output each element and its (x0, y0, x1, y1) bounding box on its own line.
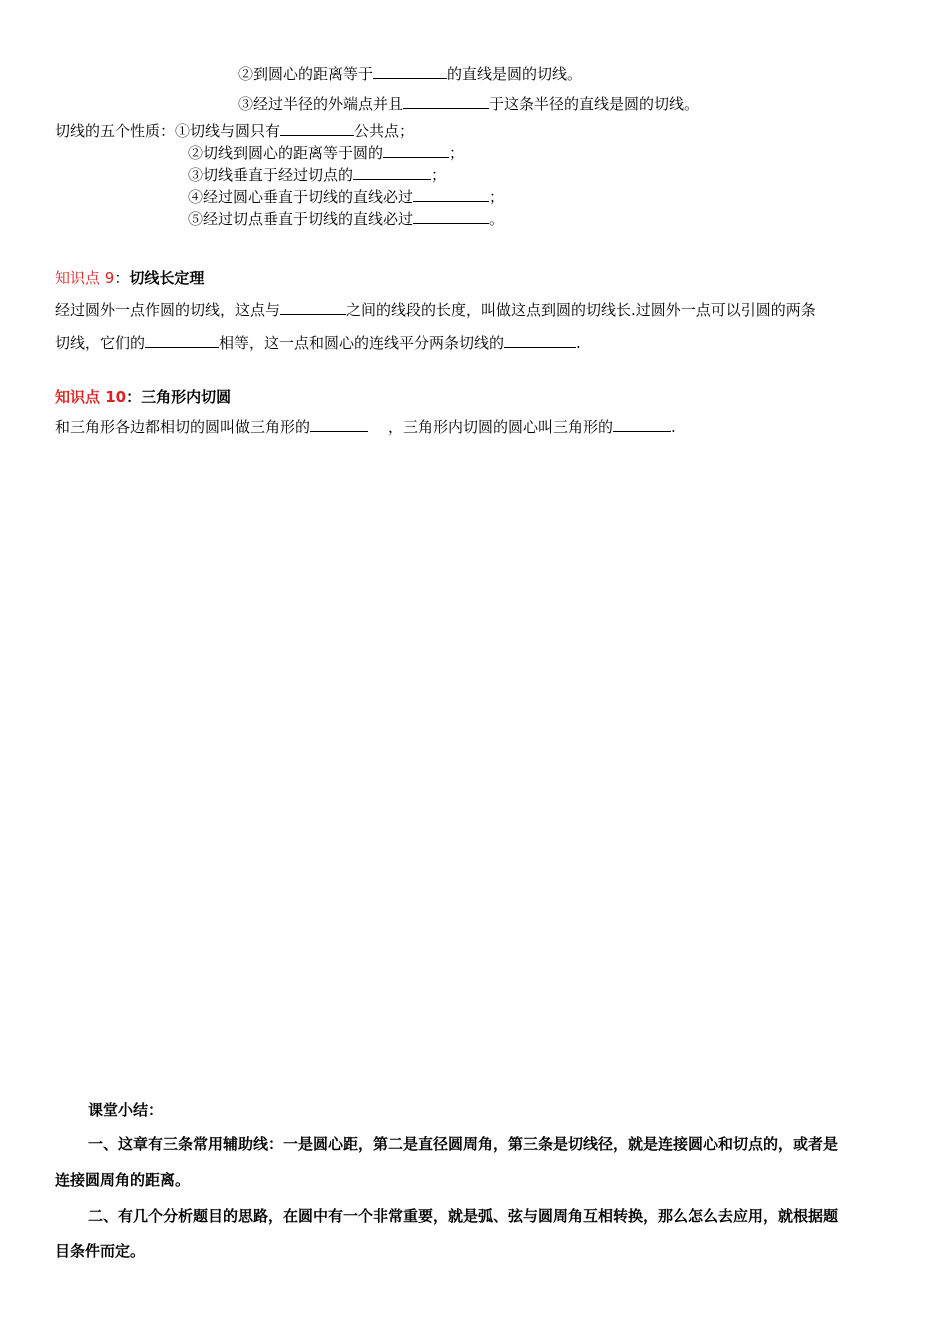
property-5-text-end: 。 (489, 210, 505, 228)
property-3 (188, 165, 446, 185)
answer-blank[interactable] (373, 64, 447, 79)
criterion-3-text-end: 于这条半径的直线是圆的切线。 (489, 95, 700, 113)
kp10-colon: ： (126, 388, 142, 406)
summary-p1-line2: 连接圆周角的距离。 (55, 1171, 191, 1189)
kp9-text: 经过圆外一点作圆的切线，这点与 (55, 301, 281, 319)
property-2-text: ②切线到圆心的距离等于圆的 (188, 144, 384, 162)
kp10-line-1 (55, 417, 676, 437)
criterion-3 (238, 94, 699, 114)
property-1 (55, 121, 414, 141)
answer-blank[interactable] (145, 333, 219, 348)
property-4 (188, 187, 504, 207)
properties-label: 切线的五个性质： (55, 122, 176, 140)
property-2-text-end: ； (449, 144, 465, 162)
answer-blank[interactable] (413, 187, 489, 202)
answer-blank[interactable] (353, 165, 431, 180)
answer-blank[interactable] (613, 417, 671, 432)
summary-p2-line1: 二、有几个分析题目的思路，在圆中有一个非常重要，就是弧、弦与圆周角互相转换，那么怎么去应用，就根据题 (88, 1207, 839, 1225)
property-1-text: ①切线与圆只有 (175, 122, 281, 140)
property-4-text: ④经过圆心垂直于切线的直线必过 (188, 188, 414, 206)
answer-blank[interactable] (383, 143, 449, 158)
answer-blank[interactable] (413, 209, 489, 224)
answer-blank[interactable] (504, 333, 576, 348)
kp9-text-2-mid: 相等，这一点和圆心的连线平分两条切线的 (219, 334, 505, 352)
kp9-text-2-end: . (576, 334, 581, 352)
answer-blank[interactable] (280, 300, 346, 315)
property-3-text-end: ； (431, 166, 447, 184)
criterion-2 (238, 64, 582, 84)
property-1-text-end: 公共点； (354, 122, 415, 140)
summary-p2-line2: 目条件而定。 (55, 1242, 146, 1260)
answer-blank[interactable] (403, 94, 489, 109)
kp9-heading (55, 268, 204, 288)
summary-title: 课堂小结： (88, 1101, 164, 1119)
property-3-text: ③切线垂直于经过切点的 (188, 166, 354, 184)
kp9-colon: ： (114, 269, 130, 287)
kp9-text-end: 之间的线段的长度，叫做这点到圆的切线长.过圆外一点可以引圆的两条 (346, 301, 816, 319)
kp10-label: 知识点 10 (55, 388, 127, 406)
property-4-text-end: ； (489, 188, 505, 206)
kp10-text-mid: ，三角形内切圆的圆心叫三角形的 (388, 418, 614, 436)
kp10-title: 三角形内切圆 (141, 388, 232, 406)
kp9-label: 知识点 9 (55, 269, 115, 287)
summary-p1-line1: 一、这章有三条常用辅助线：一是圆心距，第二是直径圆周角，第三条是切线径，就是连接圆心和切点的，或者是 (88, 1135, 839, 1153)
property-5 (188, 209, 504, 229)
criterion-2-text: ②到圆心的距离等于 (238, 65, 374, 83)
kp9-line-2 (55, 333, 581, 353)
answer-blank[interactable] (280, 121, 354, 136)
kp10-text: 和三角形各边都相切的圆叫做三角形的 (55, 418, 311, 436)
property-5-text: ⑤经过切点垂直于切线的直线必过 (188, 210, 414, 228)
kp9-line-1 (55, 300, 816, 320)
kp10-text-end: . (671, 418, 676, 436)
kp9-text-2: 切线，它们的 (55, 334, 146, 352)
answer-blank[interactable] (310, 417, 368, 432)
criterion-3-text: ③经过半径的外端点并且 (238, 95, 404, 113)
property-2 (188, 143, 464, 163)
kp10-heading (55, 387, 231, 407)
kp9-title: 切线长定理 (129, 269, 205, 287)
criterion-2-text-end: 的直线是圆的切线。 (447, 65, 583, 83)
